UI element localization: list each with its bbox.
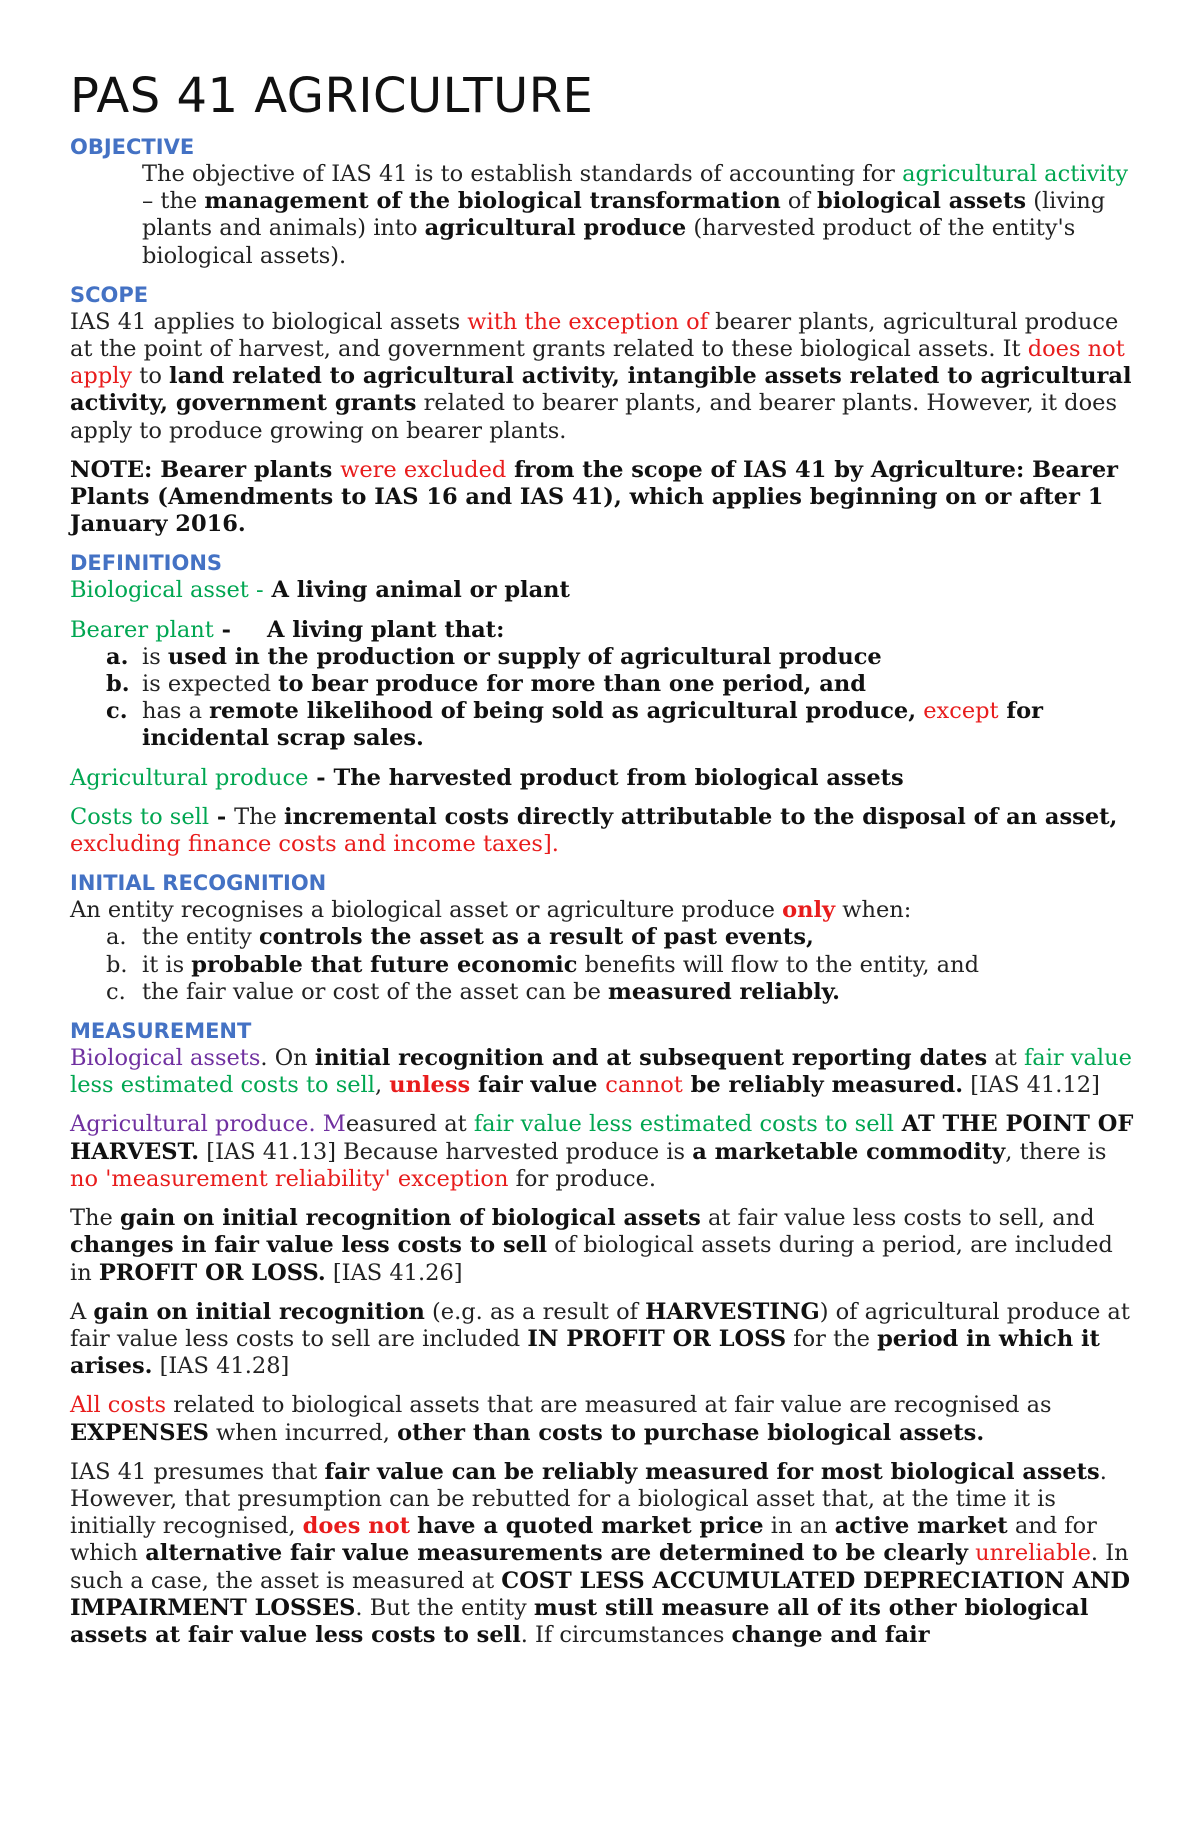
definition-agricultural-produce: Agricultural produce - The harvested product from biological assets (70, 764, 904, 791)
bearer-plant-criteria (70, 644, 1140, 753)
page-title: PAS 41 AGRICULTURE (70, 68, 594, 124)
bearer-plant-term: Bearer plant (70, 616, 214, 643)
measurement-heading: MEASUREMENT (70, 1019, 252, 1044)
initial-recognition-heading: INITIAL RECOGNITION (70, 871, 327, 896)
scope-heading: SCOPE (70, 282, 149, 307)
definition-costs-to-sell: Costs to sell - The incremental costs directly attributable to the disposal of an asset, excluding finance costs and income taxes]. (70, 803, 1118, 858)
definition-biological-asset: Biological asset - A living animal or plant (70, 577, 570, 604)
bearer-plant-def: A living plant that: (266, 616, 505, 643)
initial-recognition-intro: An entity recognises a biological asset or agriculture produce only when: (70, 897, 912, 924)
list-item: c. the fair value or cost of the asset can be measured reliably. (106, 978, 840, 1005)
scope-paragraph: IAS 41 applies to biological assets with the exception of bearer plants, agricultural produce at the point of harvest, and government grants related to these biological assets. It does not apply to land related to agricultural activity, intangible assets related to agricultural activity, government grants related to bearer plants, and bearer plants. However, it does apply to produce growing on bearer plants. (70, 308, 1132, 444)
measurement-gain-produce: A gain on initial recognition (e.g. as a result of HARVESTING) of agricultural produce at fair value less costs to sell are included IN PROFIT OR LOSS for the period in which it arises. [IAS 41.28] (70, 1298, 1130, 1380)
list-item: b. is expected to bear produce for more than one period, and (106, 671, 866, 698)
list-item: c. has a remote likelihood of being sold as agricultural produce, except for incidental scrap sales. (106, 698, 1043, 752)
scope-note: NOTE: Bearer plants were excluded from the scope of IAS 41 by Agriculture: Bearer Plants (Amendments to IAS 16 and IAS 41), which applies beginning on or after 1 January 2016. (70, 456, 1119, 538)
measurement-biological-assets: Biological assets. On initial recognition and at subsequent reporting dates at fair value less estimated costs to sell, unless fair value cannot be reliably measured. [IAS 41.12] (70, 1045, 1132, 1099)
measurement-agricultural-produce: Agricultural produce. Measured at fair value less estimated costs to sell AT THE POINT OF HARVEST. [IAS 41.13] Because harvested produce is a marketable commodity, there is no 'measurement reliability' exception for produce. (70, 1111, 1134, 1192)
measurement-costs: All costs related to biological assets that are measured at fair value are recognised as EXPENSES when incurred, other than costs to purchase biological assets. (70, 1392, 1052, 1446)
document-page (70, 68, 1140, 1661)
objective-heading: OBJECTIVE (70, 135, 195, 159)
list-item: a. the entity controls the asset as a result of past events, (106, 924, 814, 951)
measurement-presumption: IAS 41 presumes that fair value can be reliably measured for most biological assets. However, that presumption can be rebutted for a biological asset that, at the time it is initially recognised, does not have a quoted market price in an active market and for which alternative fair value measurements are determined to be clearly unreliable. In such a case, the asset is measured at COST LESS ACCUMULATED DEPRECIATION AND IMPAIRMENT LOSSES. But the entity must still measure all of its other biological assets at fair value less costs to sell. If circumstances change and fair (70, 1458, 1131, 1648)
list-item: b. it is probable that future economic benefits will flow to the entity, and (106, 951, 979, 978)
measurement-gain-biological: The gain on initial recognition of biological assets at fair value less costs to sell, and changes in fair value less costs to sell of biological assets during a period, are included in PROFIT OR LOSS. [IAS 41.26] (70, 1205, 1113, 1286)
definition-bearer-plant: Bearer plant - A living plant that: a. is used in the production or supply of agricultural produce b. is expected to bear produce for more than one period, and c. has a remote likelihood of being sold as agricultural produce, except for incidental scrap sales. (70, 617, 1140, 753)
definitions-heading: DEFINITIONS (70, 551, 223, 576)
objective-paragraph: The objective of IAS 41 is to establish standards of accounting for agricultural activity – the management of the biological transformation of biological assets (living plants and animals) into agricultural produce (harvested product of the entity's biological assets). (142, 161, 1129, 269)
list-item: a. is used in the production or supply of agricultural produce (106, 643, 882, 670)
initial-recognition-criteria (70, 924, 1140, 1006)
